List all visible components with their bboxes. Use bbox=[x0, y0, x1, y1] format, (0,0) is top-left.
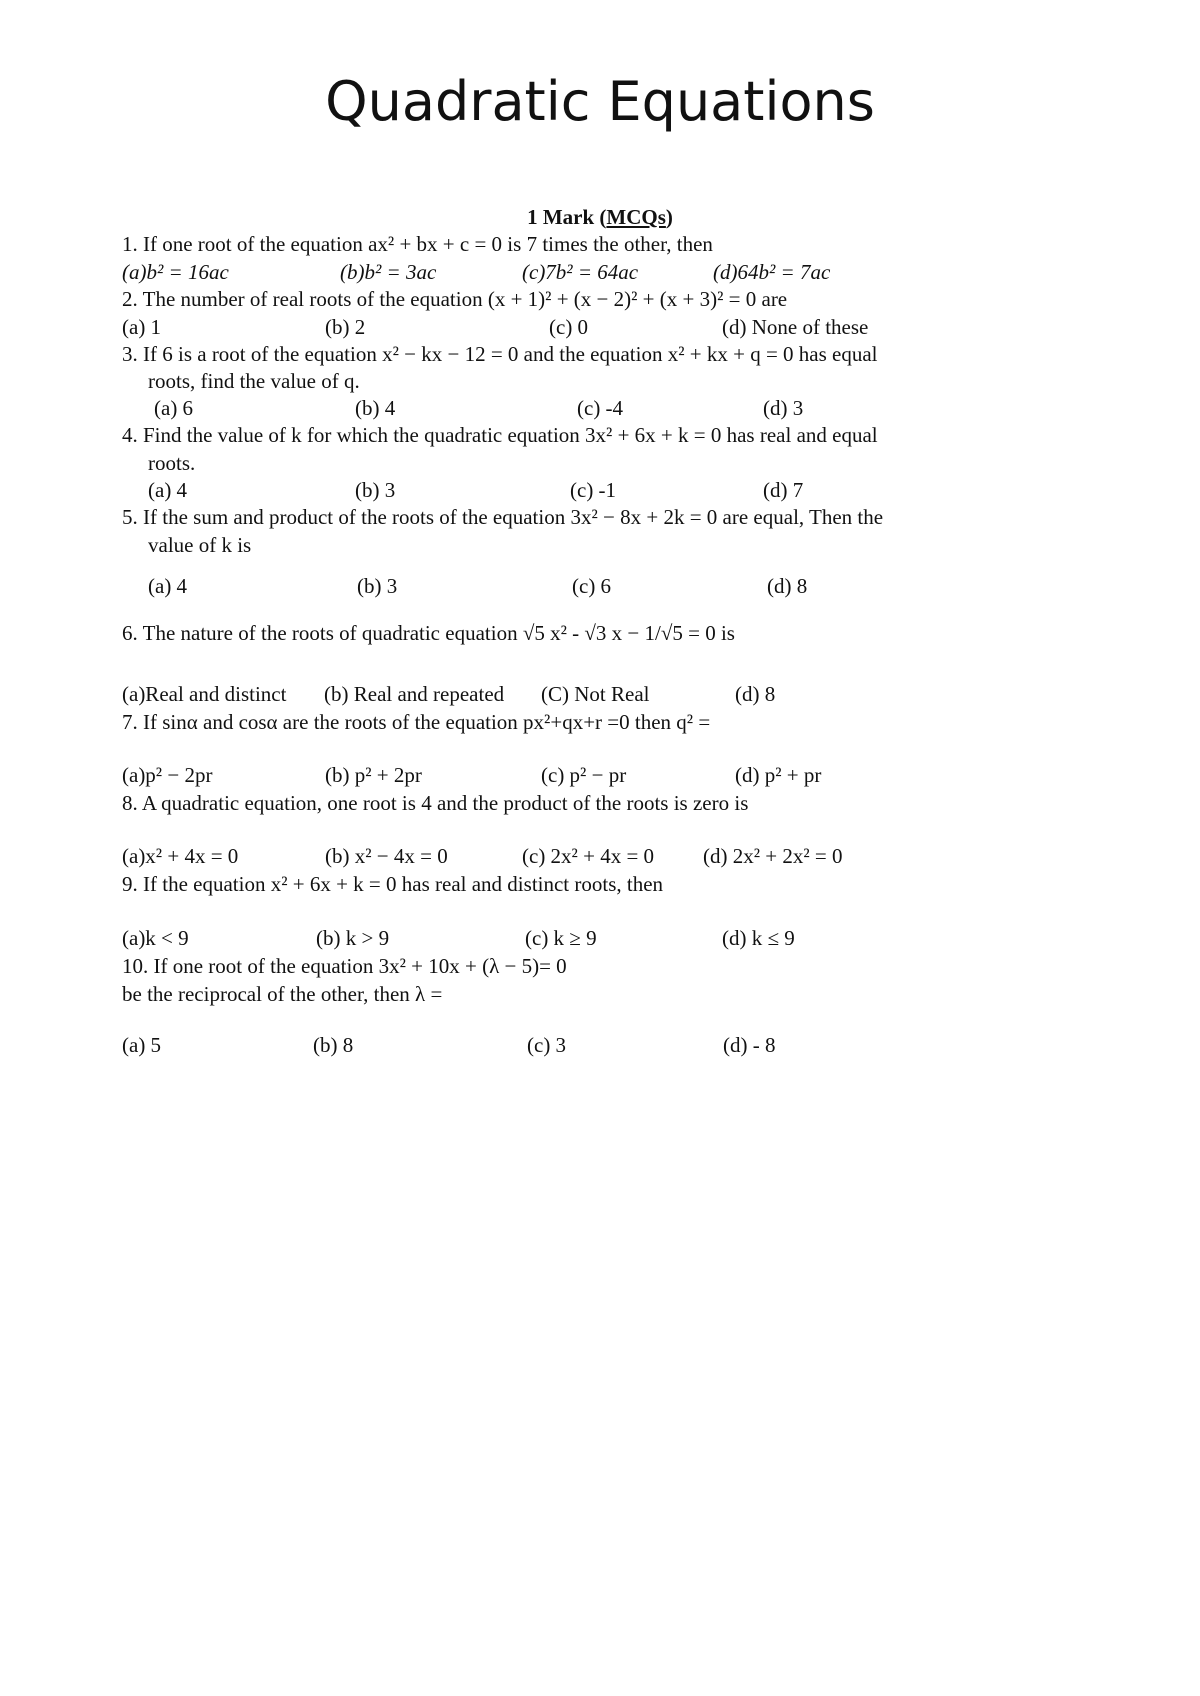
question-8-option-a: (a)x² + 4x = 0 bbox=[122, 844, 239, 868]
question-10-option-d: (d) - 8 bbox=[723, 1033, 776, 1057]
question-5-text: 5. If the sum and product of the roots of the equation 3x² − 8x + 2k = 0 are equal, Then the bbox=[122, 505, 884, 529]
question-5-option-c: (c) 6 bbox=[572, 574, 612, 598]
question-7-option-b: (b) p² + 2pr bbox=[325, 763, 422, 787]
question-4-option-b: (b) 3 bbox=[355, 478, 396, 502]
question-2-option-a: (a) 1 bbox=[122, 315, 162, 339]
section-heading-prefix: 1 Mark ( bbox=[527, 205, 607, 229]
question-3-text-continued: roots, find the value of q. bbox=[148, 369, 360, 393]
question-3-option-a: (a) 6 bbox=[154, 396, 194, 420]
question-1-option-d: (d)64b² = 7ac bbox=[713, 260, 831, 284]
question-2-option-c: (c) 0 bbox=[549, 315, 589, 339]
question-7-option-c: (c) p² − pr bbox=[541, 763, 627, 787]
question-5-text-continued: value of k is bbox=[148, 533, 252, 557]
question-4-option-c: (c) -1 bbox=[570, 478, 617, 502]
question-9-option-c: (c) k ≥ 9 bbox=[525, 926, 597, 950]
question-3-option-b: (b) 4 bbox=[355, 396, 396, 420]
question-1-option-c: (c)7b² = 64ac bbox=[522, 260, 639, 284]
question-6-option-b: (b) Real and repeated bbox=[324, 682, 505, 706]
question-5-option-a: (a) 4 bbox=[148, 574, 188, 598]
question-9-option-a: (a)k < 9 bbox=[122, 926, 189, 950]
question-9-text: 9. If the equation x² + 6x + k = 0 has real and distinct roots, then bbox=[122, 872, 664, 896]
question-6-text: 6. The nature of the roots of quadratic equation √5 x² - √3 x − 1/√5 = 0 is bbox=[122, 621, 735, 645]
question-3-option-c: (c) -4 bbox=[577, 396, 624, 420]
question-2-option-b: (b) 2 bbox=[325, 315, 366, 339]
section-heading bbox=[0, 205, 1200, 230]
question-5-option-d: (d) 8 bbox=[767, 574, 808, 598]
question-2-text: 2. The number of real roots of the equation (x + 1)² + (x − 2)² + (x + 3)² = 0 are bbox=[122, 287, 788, 311]
question-3-option-d: (d) 3 bbox=[763, 396, 804, 420]
question-7-option-a: (a)p² − 2pr bbox=[122, 763, 213, 787]
question-4-option-a: (a) 4 bbox=[148, 478, 188, 502]
section-heading-suffix: ) bbox=[665, 205, 673, 229]
question-8-option-b: (b) x² − 4x = 0 bbox=[325, 844, 448, 868]
page-title: Quadratic Equations bbox=[325, 70, 875, 133]
question-2-option-d: (d) None of these bbox=[722, 315, 869, 339]
question-9-option-d: (d) k ≤ 9 bbox=[722, 926, 795, 950]
question-4-text: 4. Find the value of k for which the quadratic equation 3x² + 6x + k = 0 has real and equal bbox=[122, 423, 878, 447]
section-heading-underlined: MCQs bbox=[606, 205, 666, 229]
question-10-option-b: (b) 8 bbox=[313, 1033, 354, 1057]
question-6-option-d: (d) 8 bbox=[735, 682, 776, 706]
question-10-text-continued: be the reciprocal of the other, then λ = bbox=[122, 982, 443, 1006]
question-10-option-c: (c) 3 bbox=[527, 1033, 567, 1057]
question-10-option-a: (a) 5 bbox=[122, 1033, 162, 1057]
question-10-text: 10. If one root of the equation 3x² + 10x + (λ − 5)= 0 bbox=[122, 954, 567, 978]
question-8-option-d: (d) 2x² + 2x² = 0 bbox=[703, 844, 843, 868]
question-3-text: 3. If 6 is a root of the equation x² − kx − 12 = 0 and the equation x² + kx + q = 0 has equal bbox=[122, 342, 878, 366]
question-9-option-b: (b) k > 9 bbox=[316, 926, 390, 950]
question-6-option-c: (C) Not Real bbox=[541, 682, 650, 706]
question-7-option-d: (d) p² + pr bbox=[735, 763, 822, 787]
question-8-option-c: (c) 2x² + 4x = 0 bbox=[522, 844, 655, 868]
question-1-option-a: (a)b² = 16ac bbox=[122, 260, 229, 284]
question-1-text: 1. If one root of the equation ax² + bx + c = 0 is 7 times the other, then bbox=[122, 232, 713, 256]
question-6-option-a: (a)Real and distinct bbox=[122, 682, 287, 706]
question-5-option-b: (b) 3 bbox=[357, 574, 398, 598]
question-7-text: 7. If sinα and cosα are the roots of the equation px²+qx+r =0 then q² = bbox=[122, 710, 711, 734]
question-4-text-continued: roots. bbox=[148, 451, 196, 475]
question-4-option-d: (d) 7 bbox=[763, 478, 804, 502]
question-8-text: 8. A quadratic equation, one root is 4 and the product of the roots is zero is bbox=[122, 791, 749, 815]
question-1-option-b: (b)b² = 3ac bbox=[340, 260, 437, 284]
